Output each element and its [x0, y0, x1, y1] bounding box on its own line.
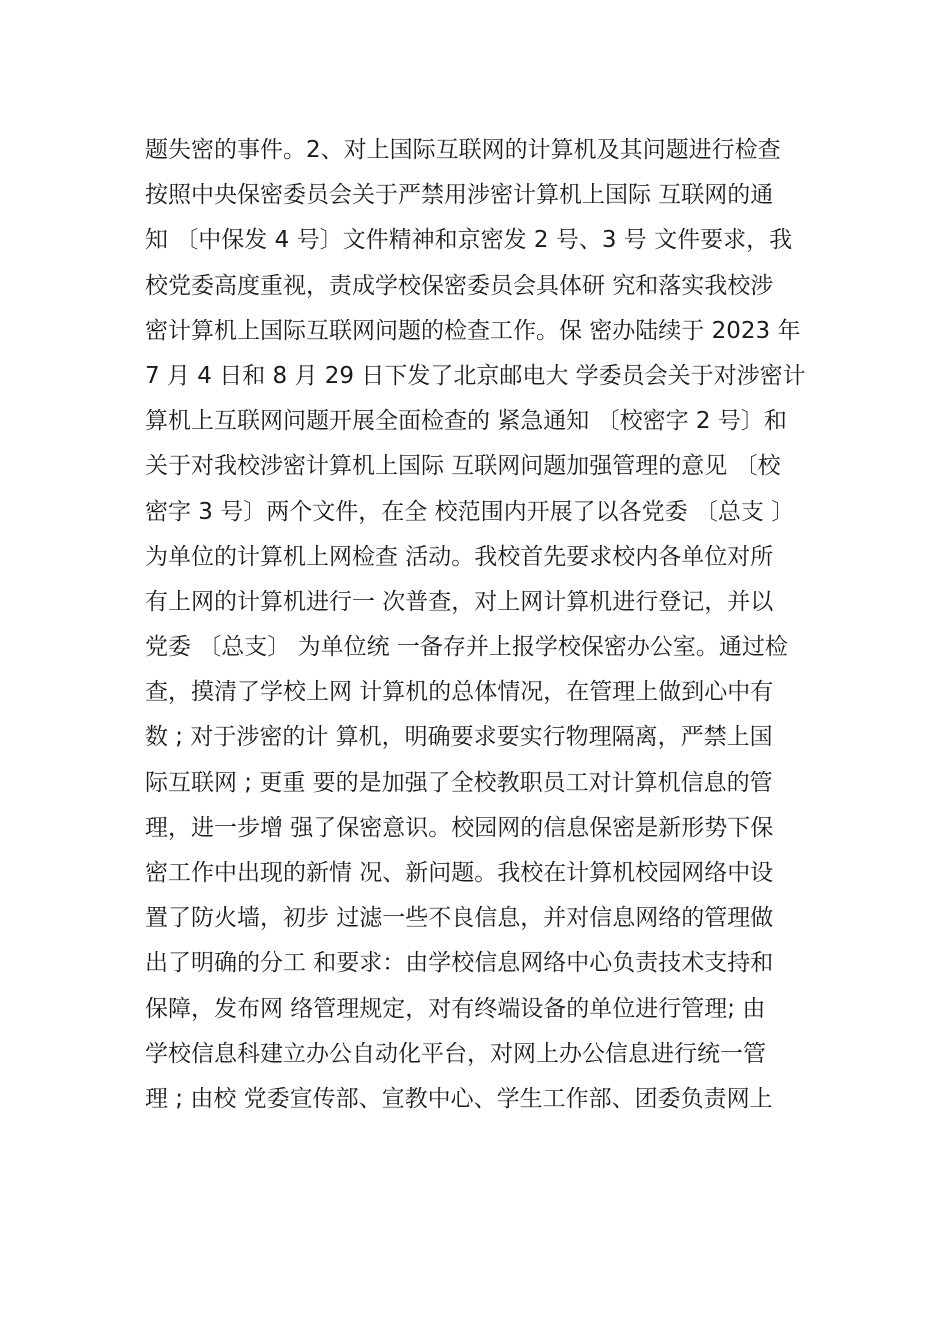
- text-line-13: 查，摸清了学校上网 计算机的总体情况，在管理上做到心中有: [145, 679, 774, 706]
- text-line-18: 置了防火墙，初步 过滤一些不良信息，并对信息网络的管理做: [145, 905, 774, 932]
- text-line-14: 数 ; 对于涉密的计 算机，明确要求要实行物理隔离，严禁上国: [145, 724, 773, 751]
- text-line-12: 党委 〔总支〕 为单位统 一备存并上报学校保密办公室。通过检: [145, 634, 788, 661]
- text-line-16: 理，进一步增 强了保密意识。校园网的信息保密是新形势下保: [145, 814, 774, 841]
- text-line-19: 出了明确的分工 和要求：由学校信息网络中心负责技术支持和: [145, 950, 774, 977]
- body-text: [145, 128, 825, 1122]
- text-line-22: 理 ; 由校 党委宣传部、宣教中心、学生工作部、团委负责网上: [145, 1085, 773, 1112]
- text-line-3: 知 〔中保发 4 号〕文件精神和京密发 2 号、3 号 文件要求，我: [145, 227, 793, 254]
- text-line-21: 学校信息科建立办公自动化平台，对网上办公信息进行统一管: [145, 1040, 766, 1067]
- text-line-17: 密工作中出现的新情 况、新问题。我校在计算机校园网络中设: [145, 860, 774, 886]
- text-line-20: 保障，发布网 络管理规定，对有终端设备的单位进行管理; 由: [145, 995, 766, 1022]
- text-line-11: 有上网的计算机进行一 次普查，对上网计算机进行登记，并以: [145, 588, 774, 615]
- text-line-1: 题失密的事件。2、对上国际互联网的计算机及其问题进行检查: [145, 137, 781, 163]
- text-line-10: 为单位的计算机上网检查 活动。我校首先要求校内各单位对所: [145, 543, 774, 570]
- text-line-15: 际互联网 ; 更重 要的是加强了全校教职员工对计算机信息的管: [145, 769, 773, 796]
- text-line-5: 密计算机上国际互联网问题的检查工作。保 密办陆续于 2023 年: [145, 317, 801, 344]
- text-line-8: 关于对我校涉密计算机上国际 互联网问题加强管理的意见 〔校: [145, 453, 781, 480]
- text-line-4: 校党委高度重视，责成学校保密委员会具体研 究和落实我校涉: [145, 272, 774, 299]
- text-line-9: 密字 3 号〕两个文件，在全 校范围内开展了以各党委 〔总支 〕: [145, 498, 795, 525]
- text-line-2: 按照中央保密委员会关于严禁用涉密计算机上国际 互联网的通: [145, 182, 774, 209]
- text-line-6: 7 月 4 日和 8 月 29 日下发了北京邮电大 学委员会关于对涉密计: [145, 362, 806, 389]
- text-line-7: 算机上互联网问题开展全面检查的 紧急通知 〔校密字 2 号〕和: [145, 408, 787, 435]
